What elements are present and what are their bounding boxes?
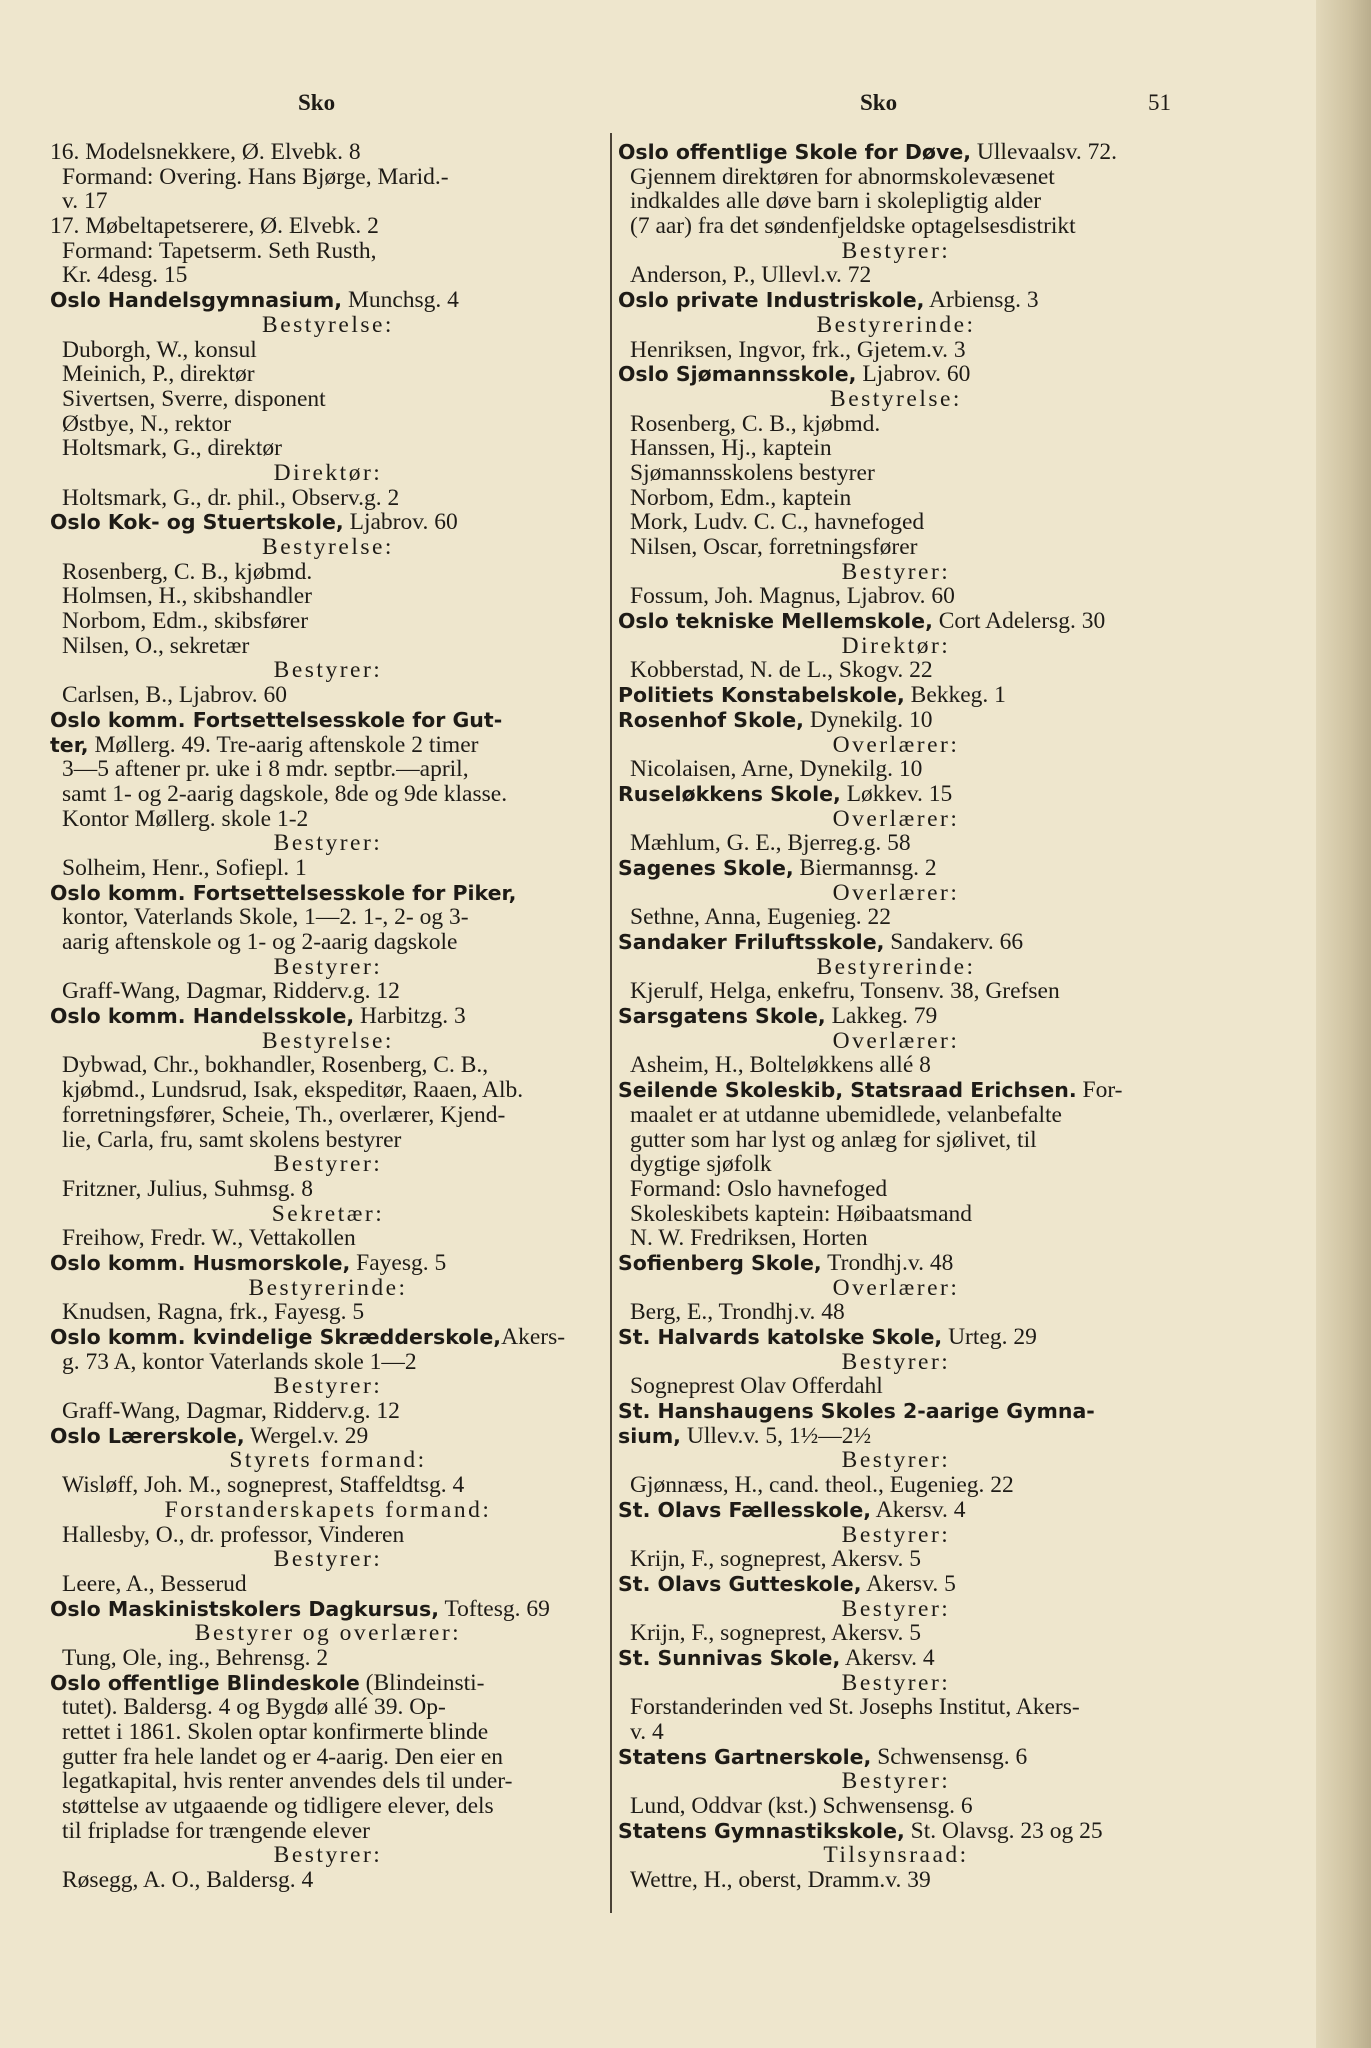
role-heading: Direktør: [273, 460, 383, 486]
entry-heading [618, 1424, 1174, 1449]
entry-line: Formand: Tapetserm. Seth Rusth, [62, 238, 377, 264]
left-column [50, 140, 606, 1893]
entry-line: Sjømannsskolens bestyrer [630, 460, 875, 486]
school-name: Oslo komm. Handelsskole, [50, 1004, 355, 1029]
role-heading: Overlærer: [832, 732, 960, 758]
entry-line: Gjønnæss, H., cand. theol., Eugenieg. 22 [630, 1473, 1014, 1498]
entry-line: Leere, A., Besserud [62, 1571, 247, 1597]
entry-heading [50, 881, 606, 906]
entry-line: Graff-Wang, Dagmar, Ridderv.g. 12 [62, 979, 400, 1005]
entry-heading [618, 1572, 1174, 1597]
entry-address: Arbiensg. 3 [924, 288, 1039, 313]
entry-line: g. 73 A, kontor Vaterlands skole 1—2 [62, 1349, 417, 1375]
entry-line: Meinich, P., direktør [62, 362, 255, 387]
role-heading: Bestyrer: [841, 559, 951, 585]
role-heading: Overlærer: [832, 1028, 960, 1054]
entry-line: Mork, Ludv. C. C., havnefoged [630, 510, 925, 535]
entry-heading [618, 1004, 1174, 1029]
entry-line: Krijn, F., sogneprest, Akersv. 5 [630, 1621, 921, 1646]
entry-heading [50, 1597, 606, 1622]
header-left-title: Sko [298, 90, 336, 115]
page-header [50, 90, 1246, 126]
school-name: Oslo Kok- og Stuertskole, [50, 510, 344, 535]
entry-line: Nilsen, Oscar, forretningsfører [630, 535, 918, 560]
entry-line: Sethne, Anna, Eugenieg. 22 [630, 905, 892, 930]
role-heading: Sekretær: [271, 1201, 385, 1227]
entry-heading [50, 288, 606, 313]
entry-heading [618, 1251, 1174, 1276]
entry-heading [618, 1745, 1174, 1770]
school-name: Sofienberg Skole, [618, 1250, 822, 1275]
entry-line: Mæhlum, G. E., Bjerreg.g. 58 [630, 831, 911, 856]
entry-heading [50, 1671, 606, 1696]
school-name: sium, [618, 1423, 681, 1448]
entry-line: Carlsen, B., Ljabrov. 60 [62, 683, 287, 708]
entry-line: Dybwad, Chr., bokhandler, Rosenberg, C. B., [62, 1053, 489, 1079]
school-name: Sagenes Skole, [618, 855, 794, 880]
entry-line: Kontor Møllerg. skole 1-2 [62, 806, 309, 832]
entry-heading [618, 1325, 1174, 1350]
role-heading: Bestyrelse: [830, 386, 962, 412]
entry-line: kontor, Vaterlands Skole, 1—2. 1-, 2- og 3- [62, 905, 469, 930]
entry-heading [50, 510, 606, 535]
role-heading: Tilsynsraad: [823, 1843, 969, 1869]
entry-line: Hanssen, Hj., kaptein [630, 436, 832, 461]
role-heading: Overlærer: [832, 880, 960, 906]
entry-line: Graff-Wang, Dagmar, Ridderv.g. 12 [62, 1399, 400, 1424]
entry-line: Freihow, Fredr. W., Vettakollen [62, 1226, 356, 1251]
role-heading: Bestyrer: [273, 658, 383, 684]
school-name: Oslo offentlige Blindeskole [50, 1670, 360, 1695]
entry-line: Skoleskibets kaptein: Høibaatsmand [630, 1201, 973, 1227]
entry-address: Ljabrov. 60 [343, 510, 458, 535]
school-name: St. Sunnivas Skole, [618, 1645, 841, 1670]
school-name: Oslo Lærerskole, [50, 1423, 245, 1448]
school-name: Sandaker Friluftsskole, [618, 930, 885, 954]
entry-line: lie, Carla, fru, samt skolens bestyrer [62, 1127, 402, 1153]
entry-address: Bekkeg. 1 [904, 683, 1006, 708]
school-name: St. Halvards katolske Skole, [618, 1325, 943, 1349]
school-name: Oslo komm. Fortsettelsesskole for Piker, [50, 880, 517, 905]
school-name: Oslo tekniske Mellemskole, [618, 609, 933, 634]
entry-line: rettet i 1861. Skolen optar konfirmerte blinde [62, 1720, 489, 1745]
role-heading: Bestyrer: [273, 1374, 383, 1400]
entry-address: Ullevaalsv. 72. [971, 140, 1118, 165]
entry-address: Akersv. 4 [840, 1645, 935, 1671]
entry-line: Henriksen, Ingvor, frk., Gjetem.v. 3 [630, 337, 966, 363]
entry-line: Forstanderinden ved St. Josephs Institut, Akers- [630, 1695, 1080, 1720]
entry-address: Trondhj.v. 48 [821, 1250, 954, 1276]
school-name: Sarsgatens Skole, [618, 1004, 826, 1029]
entry-address: Toftesg. 69 [439, 1596, 550, 1622]
entry-line: N. W. Fredriksen, Horten [630, 1226, 868, 1251]
entry-line: til fripladse for trængende elever [62, 1818, 370, 1844]
entry-heading [618, 1646, 1174, 1671]
entry-line: Sogneprest Olav Offerdahl [630, 1374, 883, 1400]
school-name: Oslo Handelsgymnasium, [50, 288, 343, 313]
role-heading: Bestyrer: [841, 238, 951, 264]
entry-heading [618, 683, 1174, 708]
entry-heading [618, 930, 1174, 955]
role-heading: Bestyrer og overlærer: [194, 1621, 462, 1646]
entry-line: Nicolaisen, Arne, Dynekilg. 10 [630, 757, 923, 782]
entry-heading [618, 856, 1174, 881]
entry-address: Akers- [501, 1325, 566, 1350]
school-name: Oslo komm. kvindelige Skrædderskole, [50, 1325, 502, 1349]
entry-line: 3—5 aftener pr. uke i 8 mdr. septbr.—april, [62, 757, 469, 782]
role-heading: Bestyrer: [841, 1522, 951, 1548]
entry-line: samt 1- og 2-aarig dagskole, 8de og 9de klasse. [62, 781, 508, 807]
entry-heading [50, 733, 606, 758]
entry-line: gutter fra hele landet og er 4-aarig. Den eier en [62, 1744, 504, 1770]
entry-line: Nilsen, O., sekretær [62, 633, 250, 659]
entry-address: Urteg. 29 [942, 1325, 1037, 1350]
entry-line: Krijn, F., sogneprest, Akersv. 5 [630, 1547, 921, 1572]
entry-line: Kjerulf, Helga, enkefru, Tonsenv. 38, Grefsen [630, 979, 1060, 1005]
page-number: 51 [1148, 90, 1171, 115]
entry-line: Kr. 4desg. 15 [62, 263, 188, 289]
entry-heading [50, 1424, 606, 1449]
entry-line: dygtige sjøfolk [630, 1152, 772, 1177]
school-name: Ruseløkkens Skole, [618, 781, 841, 806]
entry-line: Berg, E., Trondhj.v. 48 [630, 1300, 845, 1325]
school-name: Rosenhof Skole, [618, 707, 804, 732]
entry-line: Rosenberg, C. B., kjøbmd. [630, 411, 881, 437]
entry-line: Røsegg, A. O., Baldersg. 4 [62, 1868, 314, 1893]
entry-line: Formand: Oslo havnefoged [630, 1176, 888, 1202]
entry-line: (7 aar) fra det søndenfjeldske optagelsesdistrikt [630, 214, 1076, 239]
school-name: ter, [50, 732, 89, 757]
entry-line: Hallesby, O., dr. professor, Vinderen [62, 1522, 405, 1548]
role-heading: Bestyrer: [273, 1547, 383, 1572]
entry-heading [618, 1399, 1174, 1424]
school-name: Seilende Skoleskib, Statsraad Erichsen. [618, 1078, 1077, 1103]
entry-address: Dynekilg. 10 [803, 707, 933, 733]
entry-line: Asheim, H., Bolteløkkens allé 8 [630, 1053, 931, 1079]
school-name: Oslo komm. Husmorskole, [50, 1250, 351, 1275]
school-name: Politiets Konstabelskole, [618, 683, 905, 708]
entry-address: St. Olavsg. 23 og 25 [904, 1818, 1103, 1844]
role-heading: Overlærer: [832, 806, 960, 832]
entry-address: Ullev.v. 5, 1½—2½ [680, 1423, 872, 1449]
school-name: St. Hanshaugens Skoles 2-aarige Gymna- [618, 1399, 1095, 1424]
entry-address: Sandakerv. 66 [884, 930, 1024, 955]
role-heading: Bestyrerinde: [816, 954, 976, 980]
role-heading: Bestyrer: [273, 954, 383, 980]
role-heading: Styrets formand: [229, 1448, 427, 1474]
entry-line: Tung, Ole, ing., Behrensg. 2 [62, 1645, 329, 1671]
school-name: Oslo private Industriskole, [618, 288, 925, 313]
entry-line: maalet er at utdanne ubemidlede, velanbefalte [630, 1102, 1062, 1128]
school-name: St. Olavs Fællesskole, [618, 1497, 872, 1522]
role-heading: Bestyrer: [841, 1448, 951, 1474]
entry-line: Wisløff, Joh. M., sogneprest, Staffeldtsg. 4 [62, 1473, 465, 1498]
entry-heading [618, 362, 1174, 387]
entry-address: Lakkeg. 79 [825, 1004, 938, 1029]
entry-line: Østbye, N., rektor [62, 411, 232, 437]
entry-line: tutet). Baldersg. 4 og Bygdø allé 39. Op- [62, 1695, 446, 1720]
entry-address: Harbitzg. 3 [354, 1004, 466, 1029]
role-heading: Forstanderskapets formand: [164, 1497, 492, 1523]
entry-address: Schwensensg. 6 [871, 1744, 1028, 1770]
entry-line: Holtsmark, G., dr. phil., Observ.g. 2 [62, 485, 400, 511]
school-name: Oslo offentlige Skole for Døve, [618, 140, 972, 164]
role-heading: Bestyrer: [273, 1843, 383, 1869]
role-heading: Bestyrer: [841, 1769, 951, 1795]
entry-address: Ljabrov. 60 [856, 362, 971, 387]
school-name: Oslo Sjømannsskole, [618, 362, 857, 387]
entry-line: aarig aftenskole og 1- og 2-aarig dagskole [62, 930, 458, 955]
role-heading: Bestyrelse: [262, 535, 394, 560]
entry-line: Anderson, P., Ullevl.v. 72 [630, 263, 872, 289]
role-heading: Bestyrelse: [262, 312, 394, 338]
entry-line: Norbom, Edm., kaptein [630, 485, 852, 511]
header-center-title: Sko [860, 90, 898, 115]
role-heading: Direktør: [841, 633, 951, 659]
entry-line: Knudsen, Ragna, frk., Fayesg. 5 [62, 1300, 365, 1325]
entry-address: Akersv. 4 [871, 1497, 966, 1523]
role-heading: Bestyrer: [841, 1670, 951, 1696]
entry-line: Fossum, Joh. Magnus, Ljabrov. 60 [630, 584, 955, 610]
entry-address: (Blindeinsti- [359, 1670, 485, 1696]
entry-address: Biermannsg. 2 [793, 855, 937, 881]
entry-line: indkaldes alle døve barn i skolepligtig alder [630, 189, 1042, 215]
entry-address: Løkkev. 15 [840, 781, 953, 807]
entry-line: 17. Møbeltapetserere, Ø. Elvebk. 2 [50, 214, 379, 239]
entry-line: Duborgh, W., konsul [62, 337, 257, 363]
entry-line: gutter som har lyst og anlæg for sjølivet, til [630, 1127, 1037, 1153]
entry-line: Kobberstad, N. de L., Skogv. 22 [630, 658, 933, 684]
role-heading: Bestyrer: [273, 1152, 383, 1177]
entry-address: Wergel.v. 29 [244, 1423, 369, 1449]
entry-line: Holtsmark, G., direktør [62, 436, 282, 461]
entry-heading [618, 1498, 1174, 1523]
entry-heading [618, 782, 1174, 807]
column-divider [610, 133, 612, 1913]
entry-line: v. 4 [630, 1720, 664, 1745]
role-heading: Overlærer: [832, 1275, 960, 1301]
school-name: Statens Gymnastikskole, [618, 1818, 905, 1843]
entry-line: Sivertsen, Sverre, disponent [62, 386, 326, 412]
entry-heading [618, 609, 1174, 634]
page-edge-shadow [1316, 0, 1371, 2048]
entry-heading [618, 1819, 1174, 1844]
entry-heading [618, 140, 1174, 165]
school-name: Oslo komm. Fortsettelsesskole for Gut- [50, 707, 503, 732]
entry-line: Holmsen, H., skibshandler [62, 584, 312, 610]
role-heading: Bestyrer: [841, 1349, 951, 1375]
entry-line: v. 17 [62, 189, 108, 215]
entry-heading [618, 288, 1174, 313]
entry-address: Akersv. 5 [861, 1571, 956, 1597]
entry-heading [618, 708, 1174, 733]
entry-line: Fritzner, Julius, Suhmsg. 8 [62, 1176, 314, 1202]
school-name: Statens Gartnerskole, [618, 1744, 872, 1769]
entry-heading [50, 1004, 606, 1029]
entry-line: Gjennem direktøren for abnormskolevæsenet [630, 164, 1055, 190]
entry-address: Munchsg. 4 [342, 288, 459, 313]
entry-heading [618, 1078, 1174, 1103]
entry-line: forretningsfører, Scheie, Th., overlærer, Kjend- [62, 1102, 506, 1128]
entry-address: Fayesg. 5 [350, 1250, 447, 1276]
entry-line: støttelse av utgaaende og tidligere elever, dels [62, 1794, 494, 1819]
entry-heading [50, 1325, 606, 1350]
entry-line: kjøbmd., Lundsrud, Isak, ekspeditør, Raaen, Alb. [62, 1078, 524, 1103]
role-heading: Bestyrer: [273, 831, 383, 856]
entry-line: legatkapital, hvis renter anvendes dels til under- [62, 1769, 513, 1795]
school-name: St. Olavs Gutteskole, [618, 1571, 862, 1596]
entry-heading [50, 1251, 606, 1276]
entry-line: 16. Modelsnekkere, Ø. Elvebk. 8 [50, 140, 361, 165]
entry-line: Rosenberg, C. B., kjøbmd. [62, 559, 313, 585]
entry-address: Cort Adelersg. 30 [932, 609, 1106, 634]
role-heading: Bestyrelse: [262, 1028, 394, 1054]
role-heading: Bestyrer: [841, 1596, 951, 1622]
entry-address: For- [1076, 1078, 1123, 1103]
role-heading: Bestyrerinde: [816, 312, 976, 338]
right-column [618, 140, 1174, 1893]
school-name: Oslo Maskinistskolers Dagkursus, [50, 1596, 439, 1621]
role-heading: Bestyrerinde: [248, 1275, 408, 1301]
entry-line: Solheim, Henr., Sofiepl. 1 [62, 855, 307, 881]
entry-line: Formand: Overing. Hans Bjørge, Marid.- [62, 164, 449, 190]
entry-line: Lund, Oddvar (kst.) Schwensensg. 6 [630, 1794, 973, 1819]
entry-heading [50, 708, 606, 733]
entry-line: Norbom, Edm., skibsfører [62, 609, 309, 634]
entry-line: Wettre, H., oberst, Dramm.v. 39 [630, 1868, 931, 1893]
entry-address: Møllerg. 49. Tre-aarig aftenskole 2 timer [88, 732, 479, 758]
